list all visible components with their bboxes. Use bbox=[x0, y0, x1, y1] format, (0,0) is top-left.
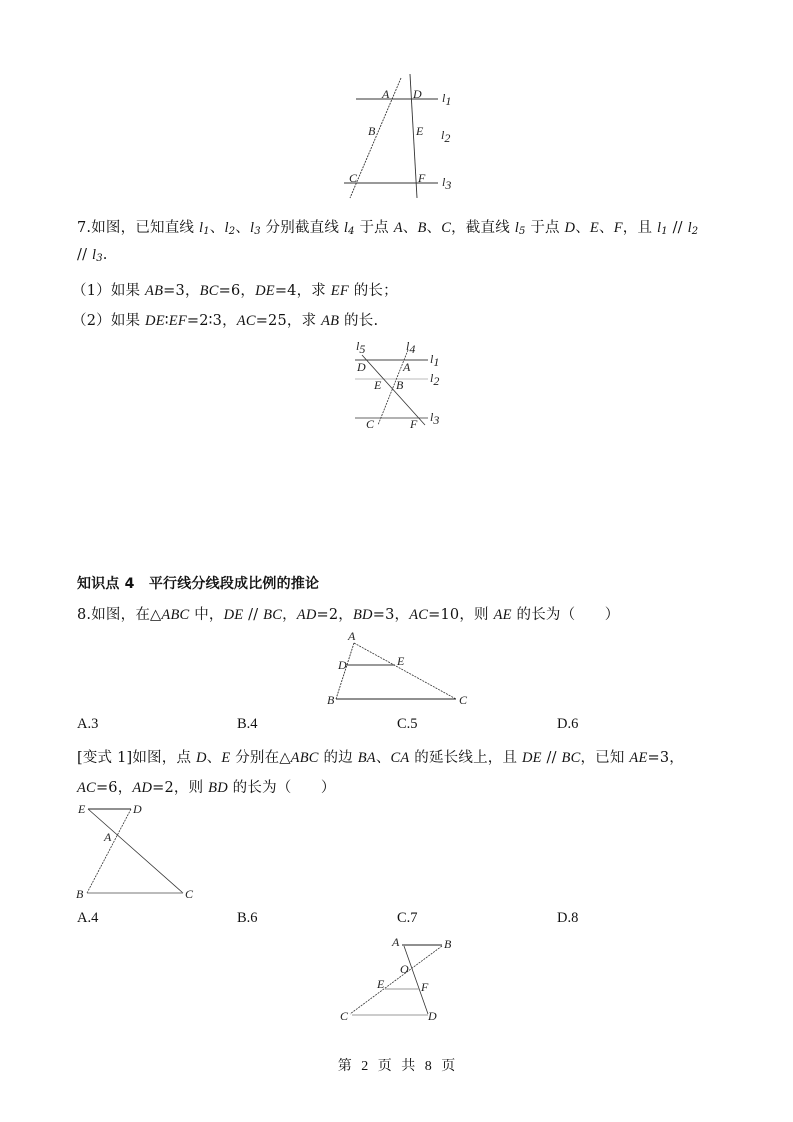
line-l5 bbox=[362, 355, 425, 425]
label-l4: l4 bbox=[406, 339, 416, 356]
label-F: F bbox=[421, 980, 429, 994]
label-l2: l2 bbox=[441, 128, 451, 145]
label-E: E bbox=[397, 654, 405, 668]
label-D: D bbox=[338, 658, 347, 672]
label-E: E bbox=[377, 977, 385, 991]
q7-part1: （1）如果 AB=3，BC=6，DE=4，求 EF 的长； bbox=[72, 283, 398, 299]
q7-stem-line2: // $l_3$. bbox=[77, 247, 108, 264]
label-E: E bbox=[374, 378, 382, 392]
label-E: E bbox=[78, 802, 86, 816]
label-A: A bbox=[382, 87, 390, 101]
label-l3: l3 bbox=[430, 410, 440, 427]
q8-option-a[interactable]: A.3 bbox=[77, 716, 99, 732]
figure-hourglass bbox=[330, 930, 460, 1025]
label-B: B bbox=[327, 693, 335, 707]
label-D: D bbox=[428, 1009, 437, 1023]
variant1-line1: [变式 1]如图，点 D、E 分别在△ABC 的边 BA、CA 的延长线上，且 DE // BC，已知 AE=3， bbox=[77, 750, 684, 766]
label-F: F bbox=[410, 417, 418, 431]
label-A: A bbox=[348, 629, 356, 643]
label-A: A bbox=[392, 935, 400, 949]
label-l1: l1 bbox=[430, 352, 440, 369]
variant1-option-a[interactable]: A.4 bbox=[77, 910, 99, 926]
label-B: B bbox=[76, 887, 84, 901]
label-l3: l3 bbox=[442, 175, 452, 192]
page-footer: 第 2 页 共 8 页 bbox=[337, 1059, 456, 1074]
variant1-line2: AC=6，AD=2，则 BD 的长为（ ） bbox=[77, 780, 336, 796]
q8-stem: 8.如图，在△ABC 中，DE // BC，AD=2，BD=3，AC=10，则 AE 的长为（ ） bbox=[77, 607, 620, 623]
side-AC bbox=[354, 643, 456, 699]
figure-q6-parallel-lines bbox=[330, 70, 470, 200]
label-A: A bbox=[104, 830, 112, 844]
q7-part2: （2）如果 DE∶EF=2∶3，AC=25，求 AB 的长. bbox=[72, 313, 379, 329]
label-B: B bbox=[444, 937, 452, 951]
line-EC bbox=[88, 809, 183, 893]
figure-variant1-triangle bbox=[70, 795, 210, 905]
label-l1: l1 bbox=[442, 91, 452, 108]
label-C: C bbox=[340, 1009, 349, 1023]
label-F: F bbox=[418, 171, 426, 185]
line-DB bbox=[87, 809, 131, 893]
label-E: E bbox=[416, 124, 424, 138]
q8-option-b[interactable]: B.4 bbox=[237, 716, 258, 732]
section-heading: 知识点 4 平行线分线段成比例的推论 bbox=[77, 576, 320, 592]
label-O: O bbox=[400, 962, 409, 976]
figure-q8-triangle bbox=[320, 625, 480, 710]
label-C: C bbox=[349, 171, 358, 185]
label-B: B bbox=[368, 124, 376, 138]
label-l5: l5 bbox=[356, 339, 366, 356]
label-D: D bbox=[133, 802, 142, 816]
q8-option-d[interactable]: D.6 bbox=[557, 716, 579, 732]
transversal-ABC bbox=[350, 78, 401, 198]
variant1-option-b[interactable]: B.6 bbox=[237, 910, 258, 926]
label-C: C bbox=[459, 693, 468, 707]
figure-q7 bbox=[340, 330, 450, 435]
variant1-option-d[interactable]: D.8 bbox=[557, 910, 579, 926]
label-l2: l2 bbox=[430, 371, 440, 388]
label-B: B bbox=[396, 378, 404, 392]
label-C: C bbox=[366, 417, 375, 431]
label-D: D bbox=[413, 87, 422, 101]
label-A: A bbox=[403, 360, 411, 374]
q8-option-c[interactable]: C.5 bbox=[397, 716, 418, 732]
label-D: D bbox=[357, 360, 366, 374]
label-C: C bbox=[185, 887, 194, 901]
variant1-option-c[interactable]: C.7 bbox=[397, 910, 418, 926]
q7-stem-line1: 7.如图，已知直线 $l_1$、$l_2$、$l_3$ 分别截直线 $l_4$ 于点 A、B、C，截直线 $l_5$ 于点 D、E、F，且 $l_1 // l_2$ bbox=[77, 220, 699, 237]
